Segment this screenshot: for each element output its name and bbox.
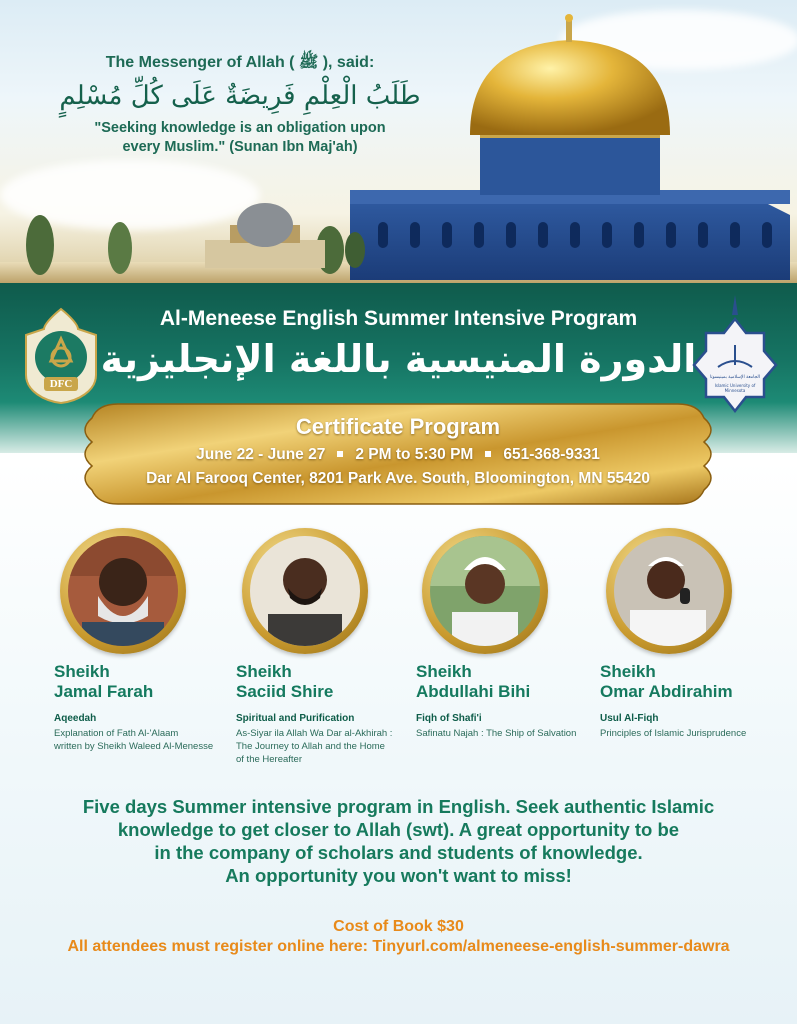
description-line: Five days Summer intensive program in English. Seek authentic Islamic: [82, 796, 715, 817]
speaker-photo-frame: [606, 528, 732, 654]
hadith-translation-line2: every Muslim." (Sunan Ibn Maj'ah): [122, 139, 358, 155]
hero-section: [0, 0, 797, 285]
program-title-arabic: الدورة المنيسية باللغة الإنجليزية: [100, 337, 697, 381]
registration-link[interactable]: All attendees must register online here: Tinyurl.com/almeneese-english-summer-dawra: [67, 938, 730, 955]
speaker-photo-frame: [242, 528, 368, 654]
speaker-title: Sheikh: [600, 662, 656, 681]
speaker-photo-frame: [60, 528, 186, 654]
speaker-name: [600, 662, 733, 702]
speaker-title: Sheikh: [54, 662, 110, 681]
description-line: knowledge to get closer to Allah (swt). A great opportunity to be: [117, 819, 680, 840]
speaker-topic: Spiritual and Purification: [236, 713, 355, 724]
speaker-photo: [68, 536, 178, 646]
dfc-logo-text: DFC: [49, 378, 73, 390]
description-line: in the company of scholars and students of knowledge.: [154, 842, 643, 863]
speaker-topic: Aqeedah: [54, 713, 97, 724]
speaker-description: [236, 727, 392, 766]
schedule-line: [78, 446, 718, 464]
separator-square: [337, 451, 343, 457]
speaker-topic: Fiqh of Shafi'i: [416, 713, 482, 724]
speaker-fullname: Omar Abdirahim: [600, 682, 733, 701]
speaker-description-line: Safinatu Najah : The Ship of Salvation: [416, 728, 577, 739]
description-line: An opportunity you won't want to miss!: [225, 865, 572, 886]
speaker-fullname: Saciid Shire: [236, 682, 334, 701]
dfc-logo: [16, 305, 106, 409]
book-cost: Cost of Book $30: [333, 918, 464, 935]
speaker-title: Sheikh: [236, 662, 292, 681]
speaker-topic: Usul Al-Fiqh: [600, 713, 659, 724]
speaker-name: [54, 662, 153, 702]
speaker-description-line: The Journey to Allah and the Home: [236, 741, 385, 752]
speaker-name: [416, 662, 530, 702]
islamic-university-logo-english: Islamic University of Minnesota: [714, 383, 756, 393]
speaker-description-line: Principles of Islamic Jurisprudence: [600, 728, 747, 739]
speaker-name: [236, 662, 333, 702]
hadith-quote: [40, 52, 440, 157]
speaker-photo-frame: [422, 528, 548, 654]
speaker-description: [600, 727, 746, 740]
speaker-description-line: Explanation of Fath Al-'Alaam: [54, 728, 179, 739]
program-time: 2 PM to 5:30 PM: [355, 446, 474, 463]
speaker-fullname: Jamal Farah: [54, 682, 154, 701]
speaker-fullname: Abdullahi Bihi: [416, 682, 531, 701]
separator-square: [485, 451, 491, 457]
certificate-plaque-text: [78, 400, 718, 488]
program-title: Al-Meneese English Summer Intensive Program: [159, 307, 638, 330]
contact-phone: 651-368-9331: [503, 446, 600, 463]
speaker-description-line: of the Hereafter: [236, 754, 303, 765]
speaker-description: [416, 727, 576, 740]
islamic-university-logo-arabic: الجامعة الإسلامية بمينيسوتا: [709, 375, 761, 380]
program-location: Dar Al Farooq Center, 8201 Park Ave. South, Bloomington, MN 55420: [146, 470, 650, 487]
speaker-photo: [250, 536, 360, 646]
speaker-photo: [614, 536, 724, 646]
speaker-description-line: As-Siyar ila Allah Wa Dar al-Akhirah :: [236, 728, 393, 739]
hadith-translation-line1: "Seeking knowledge is an obligation upon: [94, 120, 386, 136]
certificate-title: Certificate Program: [295, 414, 501, 439]
speaker-title: Sheikh: [416, 662, 472, 681]
speaker-description-line: written by Sheikh Waleed Al-Menesse: [54, 741, 214, 752]
speaker-description: [54, 727, 213, 753]
hadith-arabic: طَلَبُ الْعِلْمِ فَرِيضَةٌ عَلَى كُلِّ مُسْلِمٍ: [59, 81, 421, 111]
program-dates: June 22 - June 27: [196, 446, 326, 463]
speaker-photo: [430, 536, 540, 646]
program-description: [30, 795, 767, 887]
hadith-intro: The Messenger of Allah ( ﷺ ), said:: [105, 54, 375, 71]
